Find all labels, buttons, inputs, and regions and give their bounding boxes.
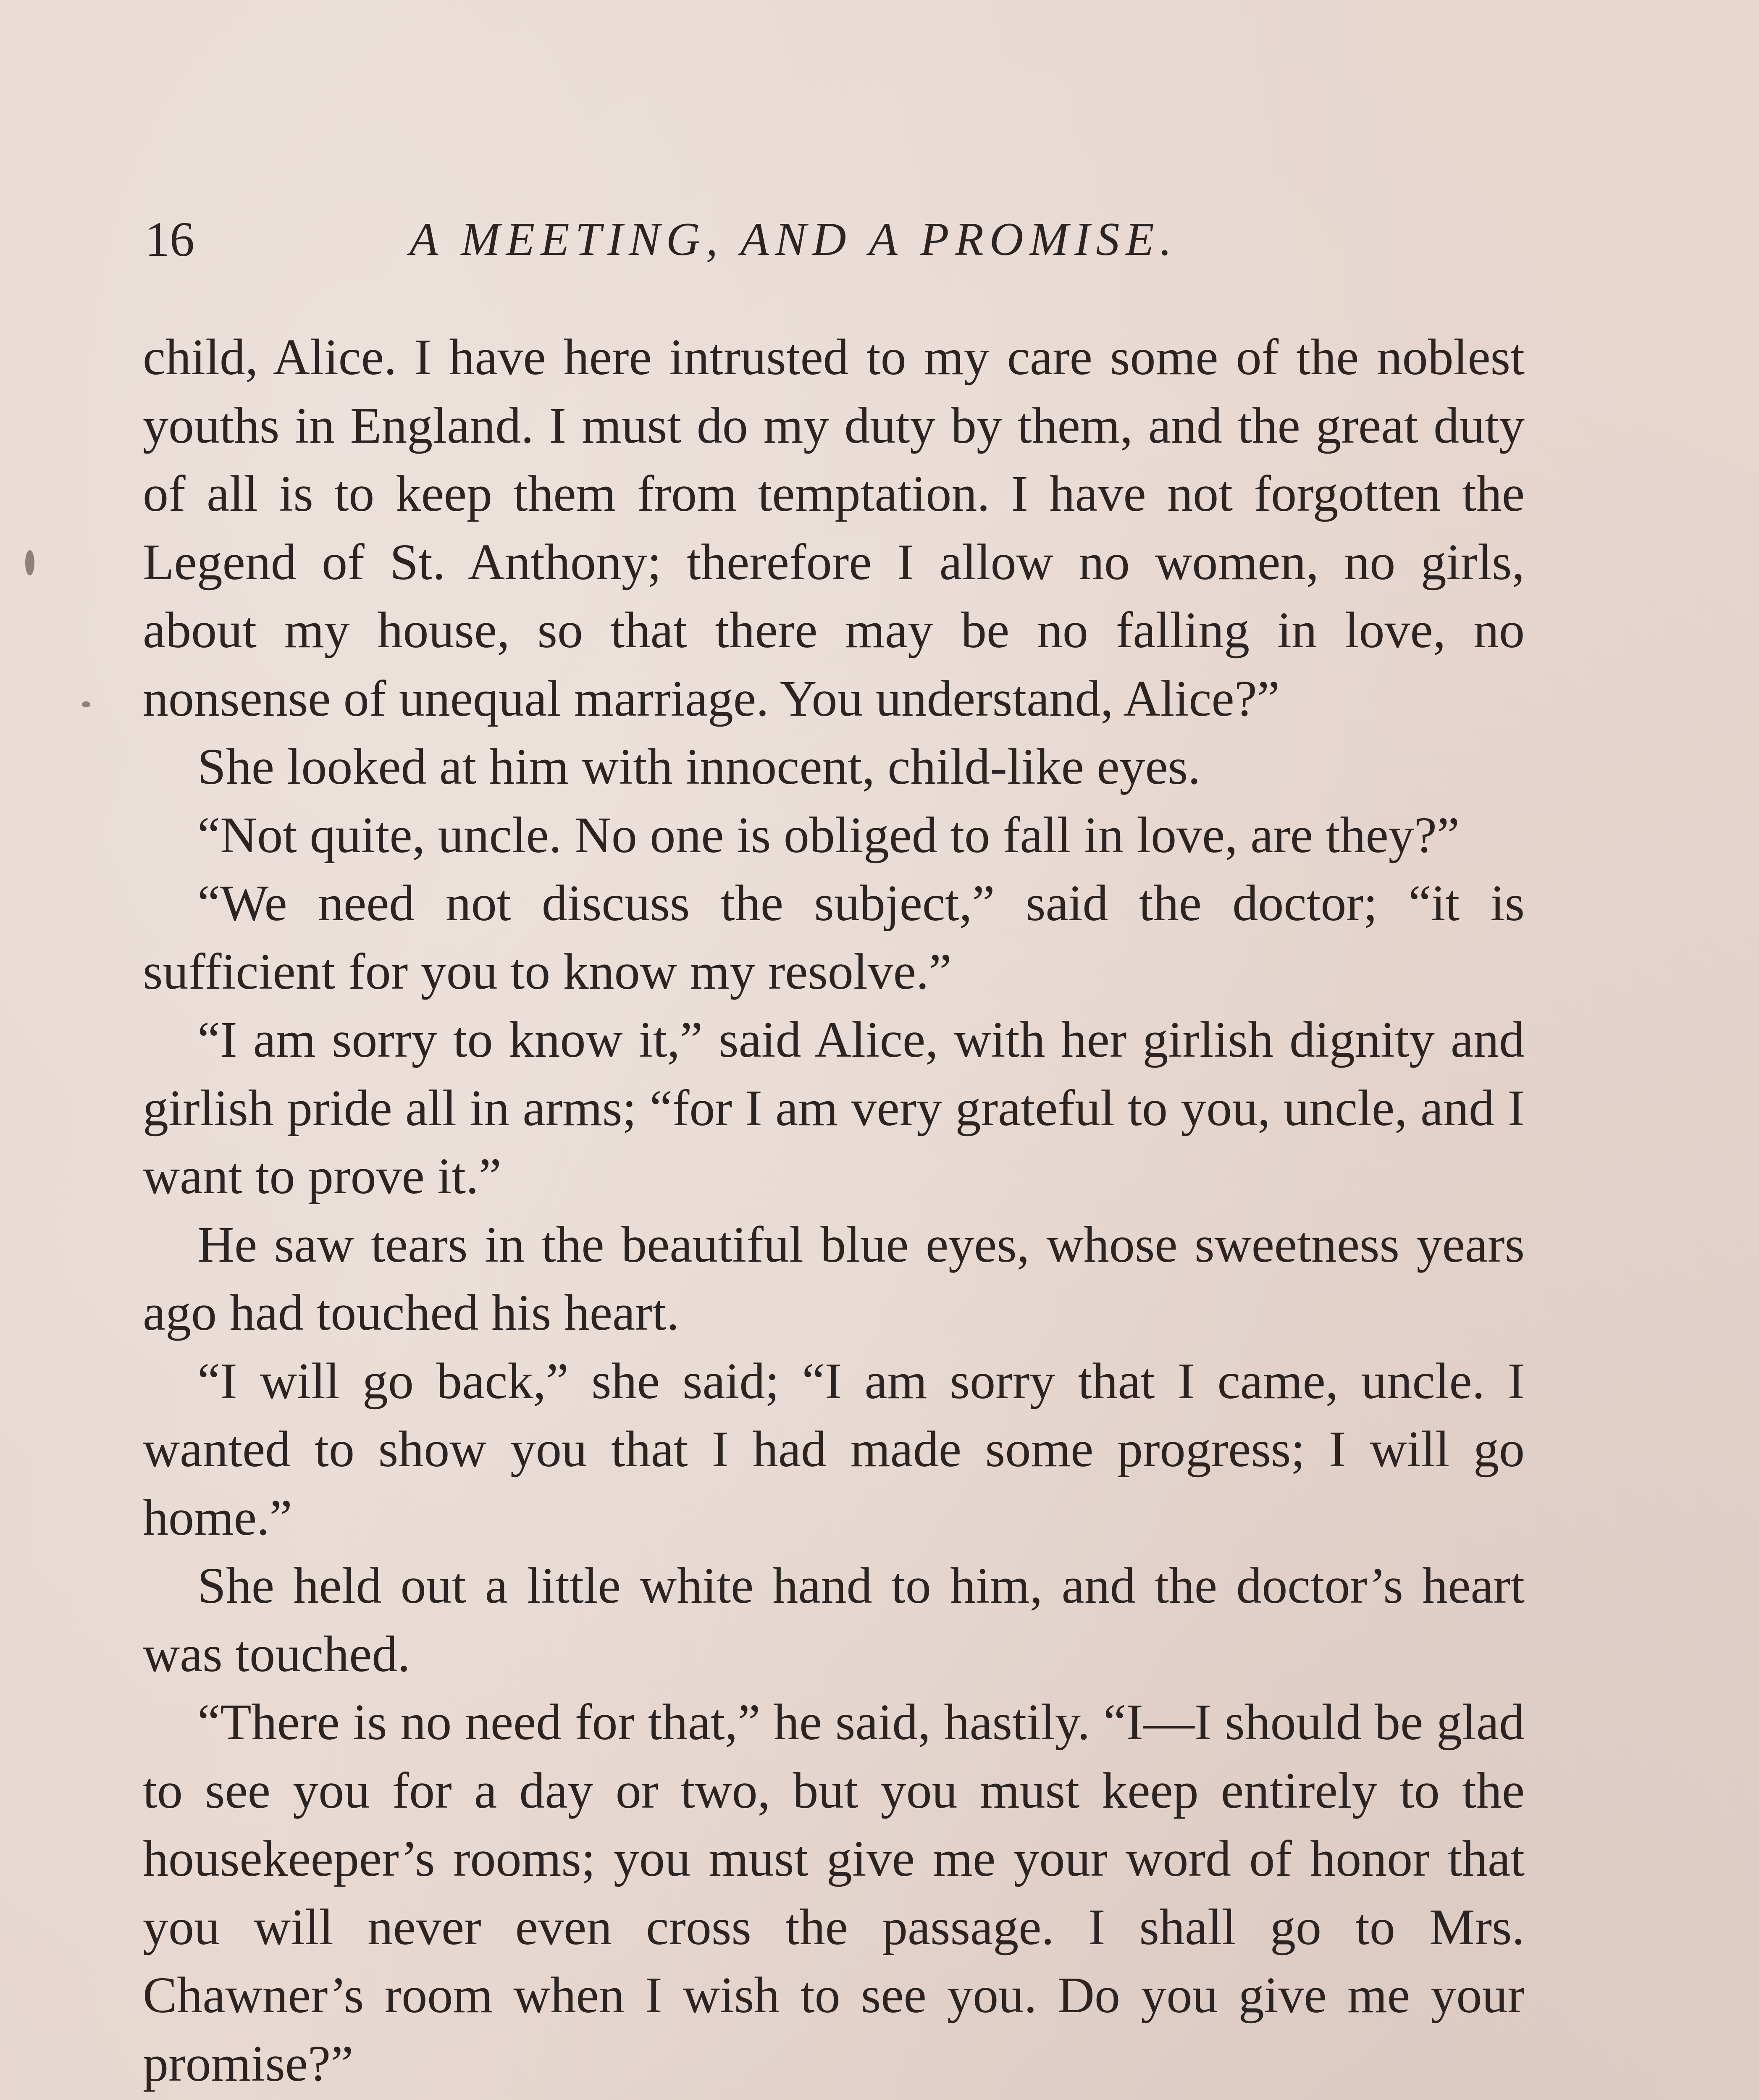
paragraph: “I am sorry to know it,” said Alice, with her girlish dignity and girlish pride all in arms; “for I am very grateful to you, uncle, and I want to prove it.” [143, 1011, 1525, 1205]
paper-speck [82, 701, 90, 707]
paragraph: “Not quite, uncle. No one is obliged to fall in love, are they?” [197, 806, 1460, 864]
paragraph: She held out a little white hand to him, and the doctor’s heart was touched. [143, 1557, 1525, 1683]
paper-speck [25, 550, 34, 575]
page-header [145, 206, 1531, 281]
paragraph: “There is no need for that,” he said, hastily. “I—I should be glad to see you for a day or two, but you must keep entirely to the housekeeper’s rooms; you must give me your word of honor that you will never even cross the passage. I shall go to Mrs. Chawner’s room when I wish to see you. Do you give me your promise?” [143, 1694, 1525, 2092]
paragraph: child, Alice. I have here intrusted to my care some of the noblest youths in England. I must do my duty by them, and the great duty of all is to keep them from temptation. I have not forgotten the Legend of St. Anthony; therefore I allow no women, no girls, about my house, so that there may be no falling in love, no nonsense of unequal marriage. You understand, Alice?” [143, 329, 1525, 727]
body-text [143, 323, 1525, 2100]
running-head: A MEETING, AND A PROMISE. [410, 213, 1178, 265]
paragraph: “I will go back,” she said; “I am sorry that I came, uncle. I wanted to show you that I had made some progress; I will go home.” [143, 1352, 1525, 1546]
paragraph: He saw tears in the beautiful blue eyes, whose sweetness years ago had touched his heart. [143, 1216, 1525, 1341]
page-number: 16 [145, 212, 194, 267]
paragraph: She looked at him with innocent, child-like eyes. [197, 738, 1201, 795]
paragraph [143, 2098, 1525, 2100]
paragraph: “We need not discuss the subject,” said the doctor; “it is sufficient for you to know my resolve.” [143, 875, 1525, 1000]
